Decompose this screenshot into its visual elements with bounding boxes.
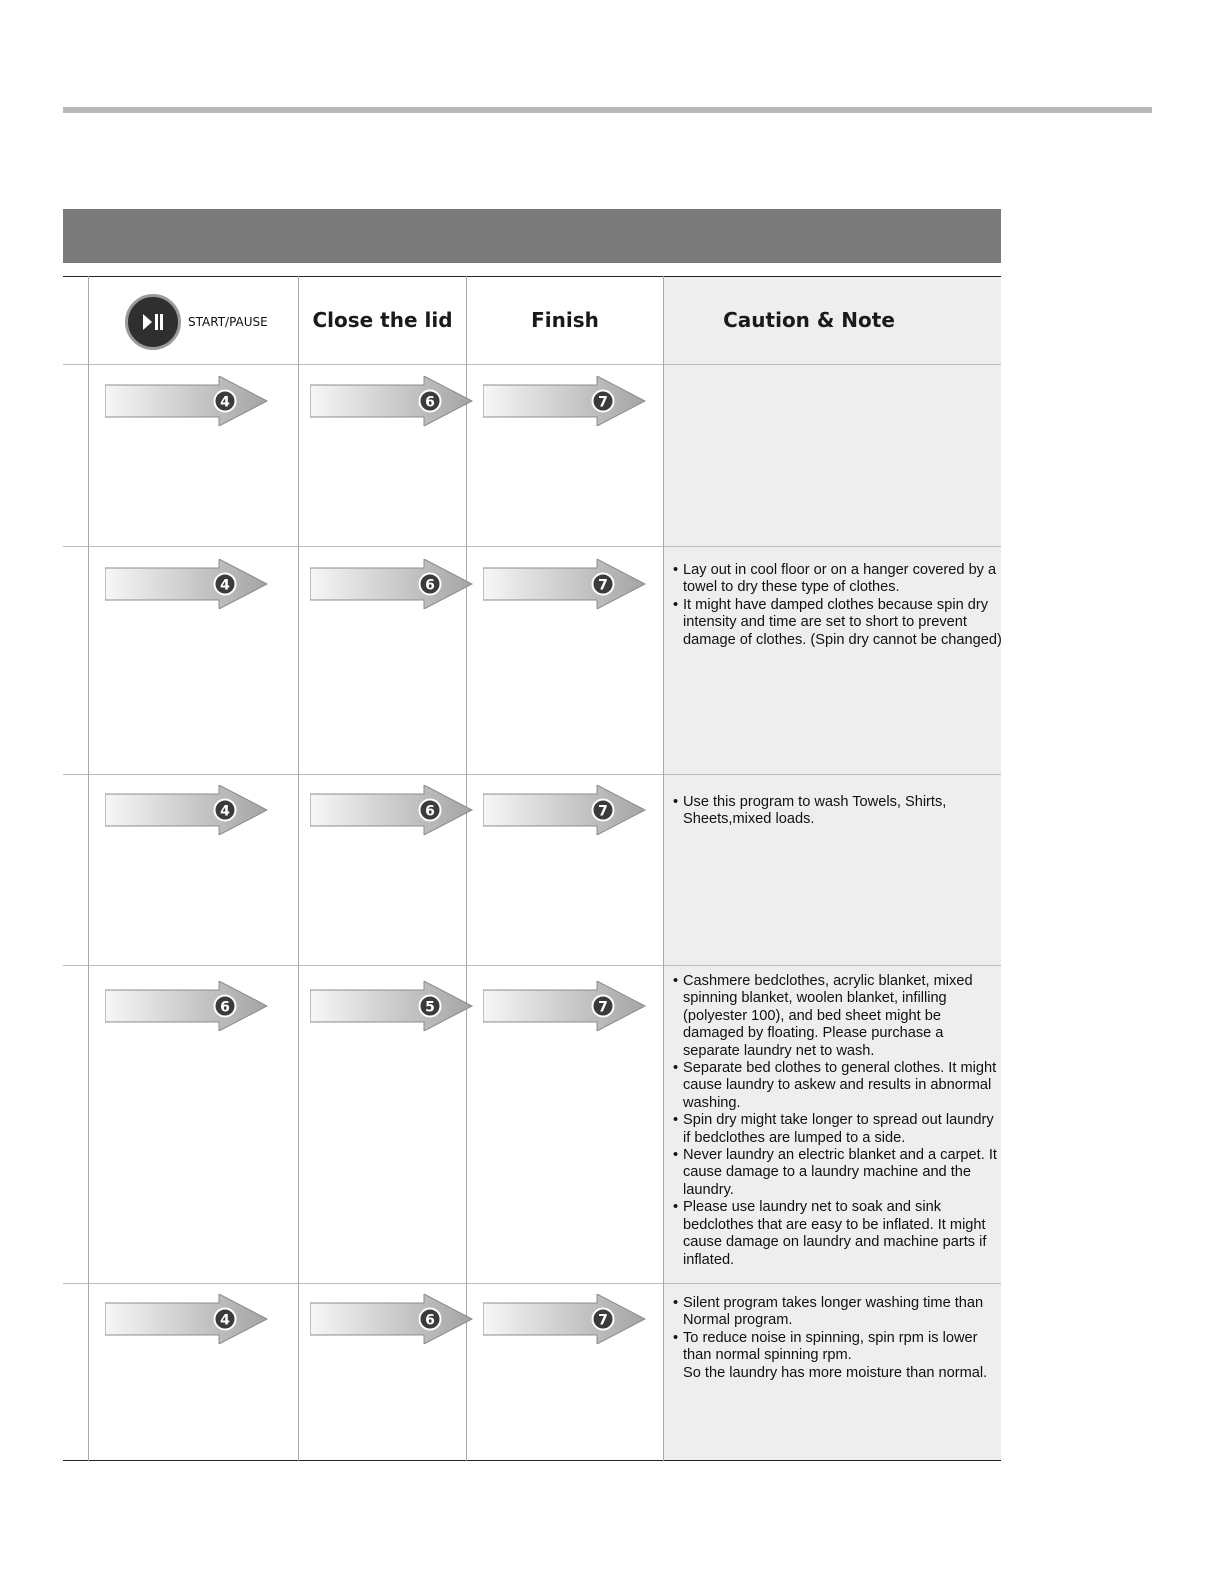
caution-note-item: • It might have damped clothes because spin dry intensity and time are set to short to prevent damage of clothes. (Spin dry cannot be changed) — [673, 597, 1003, 649]
row-divider — [63, 364, 1001, 365]
row-divider — [63, 546, 1001, 547]
start-step-arrow — [105, 1294, 269, 1344]
caution-note-item: • Lay out in cool floor or on a hanger covered by a towel to dry these type of clothes. — [673, 562, 1003, 597]
finish-step-arrow — [483, 785, 647, 835]
caution-note-list — [673, 794, 1003, 829]
finish-step-arrow — [483, 1294, 647, 1344]
caution-note-list — [673, 1295, 1003, 1382]
start-step-arrow — [105, 559, 269, 609]
finish-step-arrow — [483, 376, 647, 426]
close-lid-step-arrow — [310, 1294, 474, 1344]
start-pause-label: START/PAUSE — [188, 315, 268, 329]
header-close-lid: Close the lid — [312, 308, 453, 332]
caution-note-list — [673, 562, 1003, 649]
close-lid-step-arrow — [310, 981, 474, 1031]
caution-note-item: • Separate bed clothes to general clothes. It might cause laundry to askew and results in abnormal washing. — [673, 1060, 1003, 1112]
caution-note-item: • To reduce noise in spinning, spin rpm is lower than normal spinning rpm. — [673, 1330, 1003, 1365]
start-pause-button[interactable] — [125, 294, 181, 350]
caution-note-item: • Use this program to wash Towels, Shirts, Sheets,mixed loads. — [673, 794, 1003, 829]
wash-program-table — [63, 276, 1001, 1461]
caution-note-item: So the laundry has more moisture than normal. — [683, 1364, 988, 1381]
step-number: 4 — [220, 803, 230, 820]
step-number: 6 — [220, 999, 230, 1016]
step-number: 6 — [425, 803, 435, 820]
column-divider — [466, 276, 467, 1461]
caution-note-item: • Please use laundry net to soak and sink bedclothes that are easy to be inflated. It might cause damage on laundry and machine parts if inflated. — [673, 1199, 1003, 1269]
column-divider — [298, 276, 299, 1461]
header-finish: Finish — [531, 308, 599, 332]
play-pause-icon — [141, 312, 165, 332]
header-start-pause — [125, 294, 268, 350]
step-number: 7 — [598, 394, 608, 411]
close-lid-step-arrow — [310, 785, 474, 835]
start-step-arrow — [105, 981, 269, 1031]
table-bottom-border — [63, 1460, 1001, 1461]
title-band — [63, 209, 1001, 263]
step-number: 7 — [598, 803, 608, 820]
step-number: 6 — [425, 1312, 435, 1329]
close-lid-step-arrow — [310, 559, 474, 609]
step-number: 7 — [598, 999, 608, 1016]
caution-note-item: • Never laundry an electric blanket and a carpet. It cause damage to a laundry machine and the laundry. — [673, 1147, 1003, 1199]
caution-note-item: • Spin dry might take longer to spread out laundry if bedclothes are lumped to a side. — [673, 1112, 1003, 1147]
step-number: 4 — [220, 1312, 230, 1329]
close-lid-step-arrow — [310, 376, 474, 426]
caution-note-item: • Cashmere bedclothes, acrylic blanket, mixed spinning blanket, woolen blanket, infilling (polyester 100), and bed sheet might be damaged by floating. Please purchase a separate laundry net to wash. — [673, 973, 1003, 1060]
column-divider — [663, 276, 664, 1461]
step-number: 4 — [220, 577, 230, 594]
row-divider — [63, 965, 1001, 966]
step-number: 6 — [425, 577, 435, 594]
start-step-arrow — [105, 376, 269, 426]
header-caution-note: Caution & Note — [723, 308, 895, 332]
finish-step-arrow — [483, 981, 647, 1031]
finish-step-arrow — [483, 559, 647, 609]
caution-note-list — [673, 973, 1003, 1269]
step-number: 4 — [220, 394, 230, 411]
row-divider — [63, 774, 1001, 775]
row-divider — [63, 1283, 1001, 1284]
step-number: 7 — [598, 1312, 608, 1329]
start-step-arrow — [105, 785, 269, 835]
step-number: 6 — [425, 394, 435, 411]
column-divider — [88, 276, 89, 1461]
top-rule — [63, 107, 1152, 113]
step-number: 5 — [425, 999, 435, 1016]
step-number: 7 — [598, 577, 608, 594]
caution-note-item: • Silent program takes longer washing time than Normal program. — [673, 1295, 1003, 1330]
